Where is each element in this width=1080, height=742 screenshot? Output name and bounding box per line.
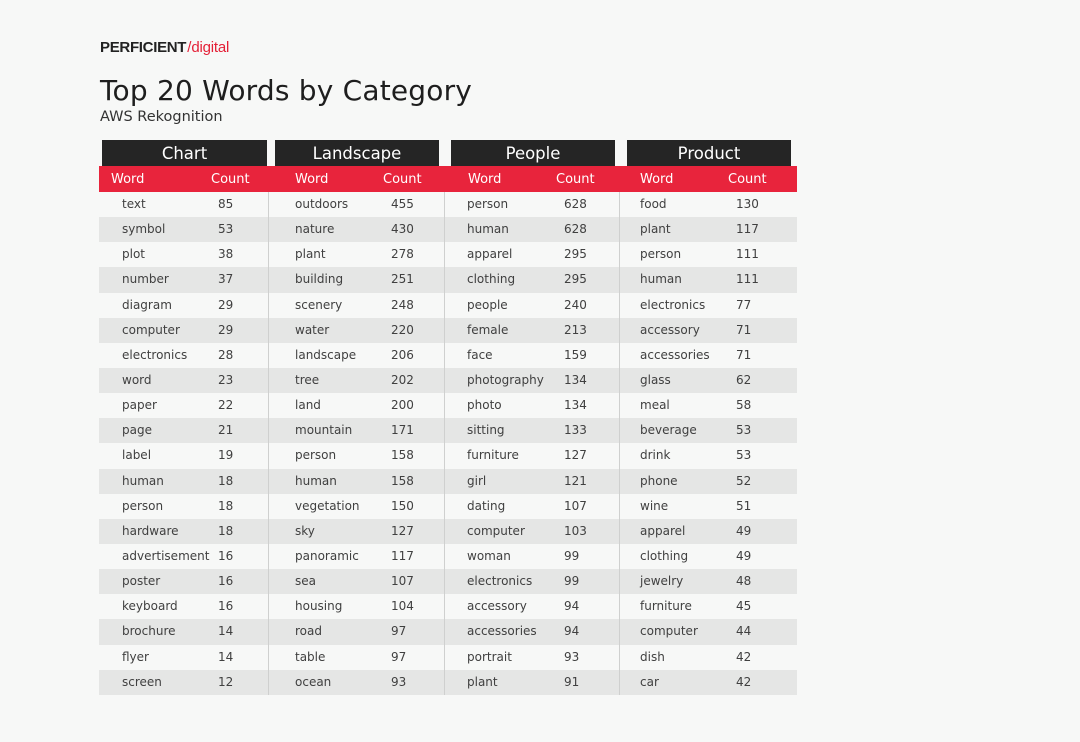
people-count-cell: 295: [564, 272, 587, 287]
product-count-cell: 51: [736, 498, 752, 513]
landscape-count-cell: 171: [391, 423, 414, 438]
logo-text-digital: digital: [191, 39, 230, 56]
landscape-word-cell: outdoors: [295, 197, 349, 211]
col-header-count: Count: [211, 172, 250, 187]
product-count-cell: 58: [736, 398, 752, 413]
landscape-count-cell: 158: [391, 473, 414, 488]
people-word-cell: photography: [467, 372, 544, 387]
table-row: [99, 418, 797, 443]
people-word-cell: portrait: [467, 649, 512, 664]
product-word-cell: drink: [640, 448, 671, 463]
people-count-cell: 94: [564, 599, 580, 614]
category-product: Product: [627, 140, 791, 166]
landscape-word-cell: nature: [295, 222, 335, 237]
landscape-word-cell: person: [295, 448, 337, 463]
table-row: [99, 343, 797, 368]
people-word-cell: dating: [467, 498, 506, 513]
chart-count-cell: 28: [218, 347, 234, 362]
landscape-count-cell: 200: [391, 398, 414, 413]
landscape-count-cell: 202: [391, 372, 414, 387]
chart-word-cell: brochure: [122, 624, 176, 639]
product-word-cell: person: [640, 247, 682, 262]
logo-text-perficient: PERFICIENT: [100, 39, 187, 56]
people-count-cell: 121: [564, 473, 587, 488]
category-header-row: [99, 140, 797, 166]
people-word-cell: clothing: [467, 272, 516, 287]
chart-word-cell: poster: [122, 574, 161, 589]
people-word-cell: person: [467, 197, 509, 211]
chart-count-cell: 12: [218, 674, 234, 689]
chart-count-cell: 29: [218, 297, 234, 312]
table-row: [99, 494, 797, 519]
table-row: [99, 217, 797, 242]
table-row: [99, 619, 797, 644]
col-header-word: Word: [640, 172, 674, 187]
product-word-cell: furniture: [640, 599, 692, 614]
product-count-cell: 42: [736, 674, 752, 689]
col-header-word: Word: [468, 172, 502, 187]
landscape-word-cell: tree: [295, 372, 320, 387]
people-count-cell: 628: [564, 222, 587, 237]
table-row: [99, 594, 797, 619]
people-count-cell: 107: [564, 498, 587, 513]
chart-count-cell: 21: [218, 423, 234, 438]
table-row: [99, 192, 797, 217]
chart-word-cell: keyboard: [122, 599, 178, 614]
chart-word-cell: advertisement: [122, 548, 210, 563]
people-word-cell: human: [467, 222, 509, 237]
col-header-count: Count: [728, 172, 767, 187]
col-header-word: Word: [295, 172, 329, 187]
table-row: [99, 544, 797, 569]
product-count-cell: 71: [736, 322, 752, 337]
people-count-cell: 295: [564, 247, 587, 262]
chart-word-cell: human: [122, 473, 164, 488]
people-count-cell: 91: [564, 674, 580, 689]
people-count-cell: 213: [564, 322, 587, 337]
table-body: [99, 192, 797, 695]
column-header-row: [99, 166, 797, 192]
people-count-cell: 93: [564, 649, 580, 664]
landscape-count-cell: 455: [391, 197, 414, 211]
product-word-cell: plant: [640, 222, 671, 237]
category-landscape: Landscape: [275, 140, 439, 166]
product-count-cell: 117: [736, 222, 759, 237]
chart-count-cell: 29: [218, 322, 234, 337]
chart-count-cell: 22: [218, 398, 234, 413]
landscape-word-cell: sea: [295, 574, 316, 589]
product-word-cell: glass: [640, 372, 671, 387]
landscape-count-cell: 127: [391, 523, 414, 538]
table-row: [99, 293, 797, 318]
table-row: [99, 267, 797, 292]
landscape-count-cell: 251: [391, 272, 414, 287]
column-divider: [619, 192, 620, 695]
people-count-cell: 134: [564, 398, 587, 413]
chart-word-cell: plot: [122, 247, 145, 262]
table-row: [99, 569, 797, 594]
product-count-cell: 53: [736, 448, 752, 463]
product-word-cell: accessory: [640, 322, 700, 337]
people-word-cell: woman: [467, 548, 511, 563]
landscape-word-cell: housing: [295, 599, 343, 614]
landscape-count-cell: 104: [391, 599, 414, 614]
people-count-cell: 127: [564, 448, 587, 463]
people-word-cell: face: [467, 347, 493, 362]
chart-word-cell: hardware: [122, 523, 179, 538]
product-word-cell: computer: [640, 624, 698, 639]
product-word-cell: accessories: [640, 347, 710, 362]
category-chart: Chart: [102, 140, 267, 166]
product-word-cell: wine: [640, 498, 669, 513]
landscape-count-cell: 158: [391, 448, 414, 463]
chart-count-cell: 37: [218, 272, 234, 287]
people-count-cell: 159: [564, 347, 587, 362]
chart-word-cell: text: [122, 197, 146, 211]
product-count-cell: 45: [736, 599, 752, 614]
landscape-word-cell: mountain: [295, 423, 353, 438]
landscape-word-cell: road: [295, 624, 322, 639]
product-word-cell: food: [640, 197, 667, 211]
landscape-count-cell: 97: [391, 649, 407, 664]
page-title: Top 20 Words by Category: [100, 74, 473, 107]
chart-count-cell: 53: [218, 222, 234, 237]
chart-count-cell: 18: [218, 473, 234, 488]
landscape-count-cell: 278: [391, 247, 414, 262]
chart-count-cell: 16: [218, 548, 234, 563]
landscape-count-cell: 150: [391, 498, 414, 513]
product-count-cell: 49: [736, 523, 752, 538]
chart-count-cell: 85: [218, 197, 234, 211]
product-count-cell: 49: [736, 548, 752, 563]
table-row: [99, 469, 797, 494]
table-row: [99, 242, 797, 267]
landscape-word-cell: scenery: [295, 297, 343, 312]
landscape-word-cell: plant: [295, 247, 326, 262]
landscape-word-cell: land: [295, 398, 321, 413]
product-word-cell: clothing: [640, 548, 689, 563]
brand-logo: [100, 36, 229, 60]
chart-word-cell: number: [122, 272, 169, 287]
people-word-cell: photo: [467, 398, 502, 413]
chart-count-cell: 38: [218, 247, 234, 262]
product-count-cell: 111: [736, 272, 759, 287]
table-row: [99, 443, 797, 468]
landscape-count-cell: 206: [391, 347, 414, 362]
chart-word-cell: flyer: [122, 649, 149, 664]
landscape-count-cell: 117: [391, 548, 414, 563]
people-count-cell: 628: [564, 197, 587, 211]
people-word-cell: computer: [467, 523, 525, 538]
product-word-cell: meal: [640, 398, 670, 413]
people-word-cell: accessories: [467, 624, 537, 639]
table-row: [99, 368, 797, 393]
landscape-count-cell: 430: [391, 222, 414, 237]
landscape-word-cell: water: [295, 322, 330, 337]
words-table: [99, 140, 797, 695]
people-count-cell: 99: [564, 574, 580, 589]
landscape-word-cell: table: [295, 649, 326, 664]
column-divider: [444, 192, 445, 695]
chart-count-cell: 18: [218, 498, 234, 513]
landscape-word-cell: vegetation: [295, 498, 360, 513]
logo-slash-icon: /: [187, 39, 192, 56]
chart-word-cell: label: [122, 448, 152, 463]
people-word-cell: sitting: [467, 423, 505, 438]
chart-count-cell: 14: [218, 649, 234, 664]
people-word-cell: furniture: [467, 448, 519, 463]
people-word-cell: plant: [467, 674, 498, 689]
product-word-cell: phone: [640, 473, 678, 488]
product-word-cell: beverage: [640, 423, 697, 438]
chart-word-cell: symbol: [122, 222, 166, 237]
product-count-cell: 130: [736, 197, 759, 211]
people-count-cell: 133: [564, 423, 587, 438]
product-count-cell: 48: [736, 574, 752, 589]
landscape-word-cell: landscape: [295, 347, 357, 362]
people-word-cell: girl: [467, 473, 487, 488]
product-count-cell: 42: [736, 649, 752, 664]
landscape-word-cell: human: [295, 473, 337, 488]
product-word-cell: electronics: [640, 297, 706, 312]
people-count-cell: 99: [564, 548, 580, 563]
product-count-cell: 53: [736, 423, 752, 438]
category-people: People: [451, 140, 615, 166]
chart-count-cell: 16: [218, 574, 234, 589]
chart-count-cell: 14: [218, 624, 234, 639]
product-count-cell: 44: [736, 624, 752, 639]
product-word-cell: dish: [640, 649, 665, 664]
product-word-cell: apparel: [640, 523, 686, 538]
landscape-count-cell: 97: [391, 624, 407, 639]
people-count-cell: 94: [564, 624, 580, 639]
people-word-cell: apparel: [467, 247, 513, 262]
page-subtitle: AWS Rekognition: [100, 109, 223, 125]
landscape-count-cell: 248: [391, 297, 414, 312]
people-count-cell: 240: [564, 297, 587, 312]
people-word-cell: people: [467, 297, 508, 312]
product-word-cell: jewelry: [640, 574, 684, 589]
people-word-cell: female: [467, 322, 509, 337]
product-count-cell: 62: [736, 372, 752, 387]
chart-word-cell: screen: [122, 674, 162, 689]
column-divider: [268, 192, 269, 695]
chart-count-cell: 18: [218, 523, 234, 538]
col-header-count: Count: [556, 172, 595, 187]
product-count-cell: 111: [736, 247, 759, 262]
col-header-count: Count: [383, 172, 422, 187]
chart-word-cell: word: [122, 372, 152, 387]
table-row: [99, 670, 797, 695]
col-header-word: Word: [111, 172, 145, 187]
chart-word-cell: page: [122, 423, 152, 438]
chart-count-cell: 23: [218, 372, 234, 387]
landscape-word-cell: ocean: [295, 674, 332, 689]
product-count-cell: 71: [736, 347, 752, 362]
table-row: [99, 519, 797, 544]
people-word-cell: electronics: [467, 574, 533, 589]
product-count-cell: 77: [736, 297, 752, 312]
chart-count-cell: 16: [218, 599, 234, 614]
landscape-word-cell: building: [295, 272, 344, 287]
landscape-word-cell: panoramic: [295, 548, 359, 563]
people-count-cell: 103: [564, 523, 587, 538]
product-word-cell: human: [640, 272, 682, 287]
people-count-cell: 134: [564, 372, 587, 387]
landscape-count-cell: 220: [391, 322, 414, 337]
people-word-cell: accessory: [467, 599, 527, 614]
product-word-cell: car: [640, 674, 659, 689]
landscape-count-cell: 107: [391, 574, 414, 589]
landscape-count-cell: 93: [391, 674, 407, 689]
table-row: [99, 393, 797, 418]
chart-word-cell: paper: [122, 398, 157, 413]
table-row: [99, 645, 797, 670]
chart-word-cell: person: [122, 498, 164, 513]
chart-word-cell: diagram: [122, 297, 172, 312]
chart-word-cell: computer: [122, 322, 180, 337]
chart-word-cell: electronics: [122, 347, 188, 362]
table-row: [99, 318, 797, 343]
product-count-cell: 52: [736, 473, 752, 488]
landscape-word-cell: sky: [295, 523, 315, 538]
chart-count-cell: 19: [218, 448, 234, 463]
